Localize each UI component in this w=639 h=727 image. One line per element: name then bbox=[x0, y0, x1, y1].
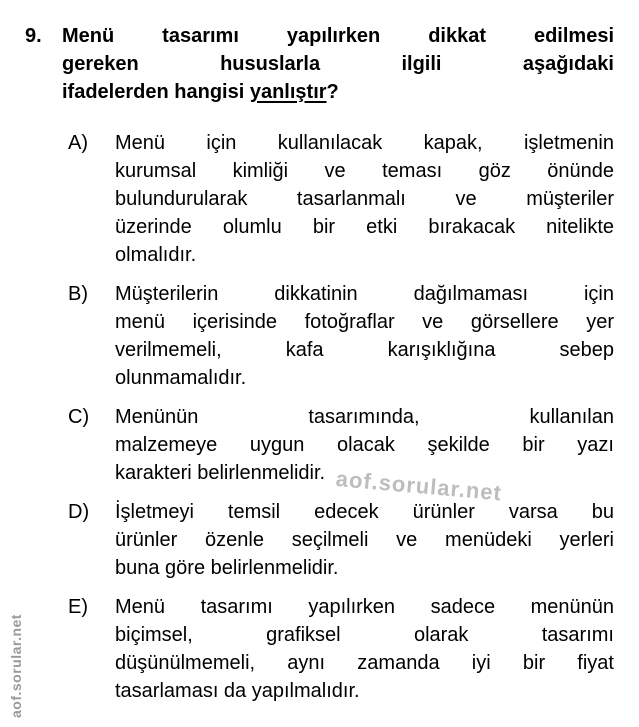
option-text bbox=[115, 593, 614, 705]
watermark-center: aof.sorular.net bbox=[334, 466, 503, 506]
option-letter: B) bbox=[68, 283, 88, 305]
option-row-b bbox=[68, 280, 614, 392]
option-line: olmalıdır. bbox=[115, 244, 197, 266]
question-last-line-suffix: ? bbox=[326, 81, 339, 103]
option-line: olunmamalıdır. bbox=[115, 367, 247, 389]
option-letter: D) bbox=[68, 501, 90, 523]
option-line: buna göre belirlenmelidir. bbox=[115, 557, 339, 579]
option-line: kurumsal kimliği ve teması göz önünde bbox=[115, 160, 614, 182]
question-last-line-prefix: ifadelerden hangisi bbox=[62, 81, 250, 103]
question-line: Menü tasarımı yapılırken dikkat edilmesi bbox=[62, 25, 614, 47]
option-line: Müşterilerin dikkatinin dağılmaması için bbox=[115, 283, 614, 305]
option-line: tasarlaması da yapılmalıdır. bbox=[115, 680, 360, 702]
option-text bbox=[115, 280, 614, 392]
option-row-c bbox=[68, 403, 614, 487]
option-line: Menü tasarımı yapılırken sadece menünün bbox=[115, 596, 614, 618]
option-line: menü içerisinde fotoğraflar ve görsellere yer bbox=[115, 311, 614, 333]
option-line: karakteri belirlenmelidir. bbox=[115, 462, 326, 484]
option-line: bulundurularak tasarlanmalı ve müşteriler bbox=[115, 188, 614, 210]
option-letter: E) bbox=[68, 596, 88, 618]
options-block bbox=[68, 129, 614, 716]
watermark-left-vertical: aof.sorular.net bbox=[8, 614, 24, 718]
option-line: ürünler özenle seçilmeli ve menüdeki yerleri bbox=[115, 529, 614, 551]
option-text bbox=[115, 129, 614, 269]
option-letter: A) bbox=[68, 132, 88, 154]
option-line: malzemeye uygun olacak şekilde bir yazı bbox=[115, 434, 614, 456]
option-row-e bbox=[68, 593, 614, 705]
question-text bbox=[62, 22, 614, 106]
option-line: üzerinde olumlu bir etki bırakacak nitelikte bbox=[115, 216, 614, 238]
option-line: Menü için kullanılacak kapak, işletmenin bbox=[115, 132, 614, 154]
option-row-a bbox=[68, 129, 614, 269]
underlined-keyword: yanlıştır bbox=[249, 81, 327, 103]
question-block bbox=[25, 22, 614, 106]
option-letter: C) bbox=[68, 406, 90, 428]
option-row-d bbox=[68, 498, 614, 582]
option-text bbox=[115, 403, 614, 487]
option-line: düşünülmemeli, aynı zamanda iyi bir fiyat bbox=[115, 652, 614, 674]
question-line bbox=[62, 78, 614, 106]
question-line: gereken hususlarla ilgili aşağıdaki bbox=[62, 53, 614, 75]
option-line: verilmemeli, kafa karışıklığına sebep bbox=[115, 339, 614, 361]
question-number: 9. bbox=[25, 25, 42, 47]
option-line: Menünün tasarımında, kullanılan bbox=[115, 406, 614, 428]
option-line: biçimsel, grafiksel olarak tasarımı bbox=[115, 624, 614, 646]
option-line: İşletmeyi temsil edecek ürünler varsa bu bbox=[115, 501, 614, 523]
option-text bbox=[115, 498, 614, 582]
